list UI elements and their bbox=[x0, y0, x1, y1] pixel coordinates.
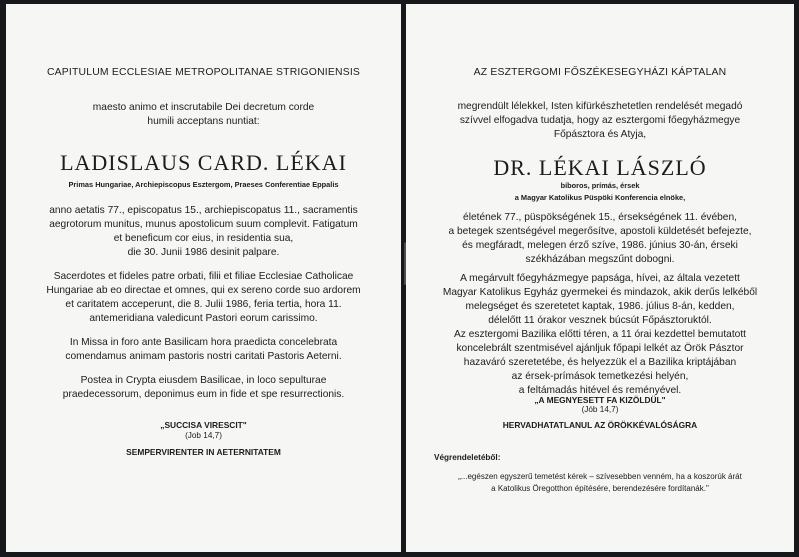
hungarian-para1-line: és megfáradt, melegen érző szíve, 1986. június 30-án, érseki bbox=[462, 240, 738, 251]
hungarian-intro-line: megrendült lélekkel, Isten kifürkészhetetlen rendelését megadó bbox=[457, 101, 743, 112]
latin-para3-line: comendamus animam pastoris nostri caritati Pastoris Aeterni. bbox=[65, 351, 342, 362]
hungarian-para2-line: délelőtt 11 órakor vesznek búcsút Főpásztoruktól. bbox=[488, 315, 712, 326]
hungarian-title-1: bíboros, prímás, érsek bbox=[560, 181, 640, 190]
hungarian-para1-line: székházában megszűnt dobogni. bbox=[525, 254, 675, 265]
hungarian-para3-line: koncelebrált szentmisével ajánljuk főpapi lelkét az Örök Pásztor bbox=[456, 343, 744, 354]
hungarian-page bbox=[406, 4, 794, 552]
latin-para2-line: Sacerdotes et fideles patre orbati, filii et filiae Ecclesiae Catholicae bbox=[53, 271, 354, 282]
hungarian-para3-line: az érsek-prímások temetkezési helyén, bbox=[511, 371, 689, 382]
hungarian-intro-line: szívvel elfogadva tudatja, hogy az esztergomi főegyházmegye bbox=[459, 115, 741, 126]
latin-quote-ref: (Job 14,7) bbox=[185, 431, 222, 440]
latin-title: Primas Hungariae, Archiepiscopus Esztergom, Praeses Conferentiae Eppalis bbox=[68, 180, 339, 189]
hungarian-para2-line: A megárvult főegyházmegye papsága, hívei, az általa vezetett bbox=[460, 273, 740, 284]
hungarian-intro-line: Főpásztora és Atyja, bbox=[553, 129, 647, 140]
latin-para3-line: In Missa in foro ante Basilicam hora praedicta concelebrata bbox=[69, 337, 338, 348]
latin-para1-line: et beneficum cor eius, in residentia sua, bbox=[113, 233, 294, 244]
latin-para4-line: praedecessorum, deponimus eum in fide et spe resurrectionis. bbox=[62, 389, 345, 400]
latin-quote: „SUCCISA VIRESCIT" bbox=[160, 420, 247, 430]
latin-para2-line: antemeridiana valedicunt Pastori eorum carissimo. bbox=[89, 313, 318, 324]
hungarian-para3-line: hazaváró szeretetébe, és helyezzük el a Bazilika kriptájában bbox=[463, 357, 737, 368]
will-label: Végrendeletéből: bbox=[434, 453, 501, 462]
hungarian-name: DR. LÉKAI LÁSZLÓ bbox=[493, 155, 707, 180]
hungarian-header: AZ ESZTERGOMI FŐSZÉKESEGYHÁZI KÁPTALAN bbox=[473, 67, 727, 78]
latin-header: CAPITULUM ECCLESIAE METROPOLITANAE STRIGONIENSIS bbox=[46, 67, 361, 78]
hungarian-para3-line: Az esztergomi Bazilika előtti téren, a 11 órai kezdettel bemutatott bbox=[454, 329, 746, 340]
hungarian-title-2: a Magyar Katolikus Püspöki Konferencia elnöke, bbox=[514, 193, 686, 202]
hungarian-para1-line: a betegek szentségével megerősítve, apostoli küldetését befejezte, bbox=[448, 226, 752, 237]
latin-intro-line: humili acceptans nuntiat: bbox=[147, 116, 260, 127]
latin-para1-line: die 30. Junii 1986 desinit palpare. bbox=[127, 247, 280, 258]
latin-intro-line: maesto animo et inscrutabile Dei decretum corde bbox=[92, 102, 315, 113]
will-text-line: a Katolikus Öregotthon építésére, berendezésére fordítanák." bbox=[491, 484, 709, 493]
hungarian-closing: HERVADHATATLANUL AZ ÖRÖKKÉVALÓSÁGRA bbox=[502, 420, 698, 430]
hungarian-para3-line: a feltámadás hitével és reményével. bbox=[518, 385, 682, 396]
hungarian-para2-line: Magyar Katolikus Egyház gyermekei és mindazok, akik derűs lelkéből bbox=[442, 287, 758, 298]
latin-name: LADISLAUS CARD. LÉKAI bbox=[60, 150, 347, 175]
latin-page bbox=[6, 4, 401, 552]
will-text-line: „...egészen egyszerű temetést kérek – szívesebben venném, ha a koszorúk árát bbox=[458, 472, 742, 481]
hungarian-para2-line: melegséget és szeretetet kaptak, 1986. július 8-án, kedden, bbox=[465, 301, 735, 312]
hungarian-para1-line: életének 77., püspökségének 15., érsekségének 11. évében, bbox=[463, 212, 737, 223]
latin-para1-line: anno aetatis 77., episcopatus 15., archiepiscopatus 11., sacramentis bbox=[49, 205, 358, 216]
hungarian-quote: „A MEGNYESETT FA KIZÖLDÜL" bbox=[534, 395, 666, 405]
latin-para1-line: aegrotorum munitus, munus apostolicum suum complevit. Fatigatum bbox=[49, 219, 358, 230]
latin-para2-line: Hungariae ab eo directae et omnes, qui ex sereno corde suo ardorem bbox=[46, 285, 361, 296]
latin-closing: SEMPERVIRENTER IN AETERNITATEM bbox=[126, 447, 281, 457]
latin-para4-line: Postea in Crypta eiusdem Basilicae, in loco sepulturae bbox=[80, 375, 327, 386]
latin-para2-line: et caritatem acceperunt, die 8. Julii 1986, feria tertia, hora 11. bbox=[65, 299, 342, 310]
hungarian-quote-ref: (Jób 14,7) bbox=[581, 405, 619, 414]
